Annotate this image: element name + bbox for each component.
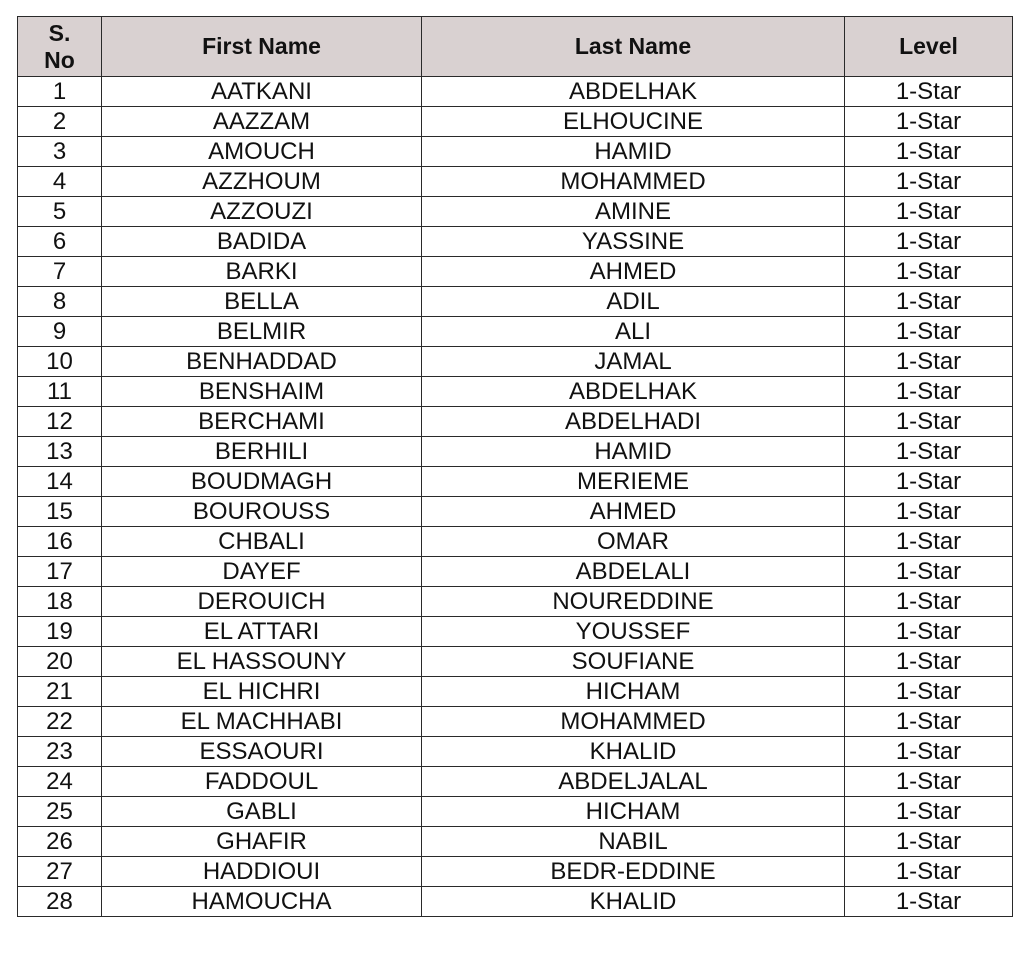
- cell-first-name: DAYEF: [102, 557, 422, 587]
- table-row: [18, 797, 1013, 827]
- cell-sno: 22: [18, 707, 102, 737]
- cell-first-name: AMOUCH: [102, 137, 422, 167]
- cell-first-name: BERHILI: [102, 437, 422, 467]
- cell-first-name: AATKANI: [102, 77, 422, 107]
- table-row: [18, 167, 1013, 197]
- cell-last-name: HAMID: [422, 437, 845, 467]
- table-row: [18, 407, 1013, 437]
- cell-last-name: NOUREDDINE: [422, 587, 845, 617]
- cell-first-name: EL HICHRI: [102, 677, 422, 707]
- cell-level: 1-Star: [845, 467, 1013, 497]
- cell-sno: 19: [18, 617, 102, 647]
- table-row: [18, 197, 1013, 227]
- cell-sno: 16: [18, 527, 102, 557]
- cell-first-name: HADDIOUI: [102, 857, 422, 887]
- cell-level: 1-Star: [845, 317, 1013, 347]
- cell-last-name: MOHAMMED: [422, 167, 845, 197]
- table-row: [18, 647, 1013, 677]
- cell-last-name: YASSINE: [422, 227, 845, 257]
- table-row: [18, 497, 1013, 527]
- cell-last-name: ABDELHAK: [422, 77, 845, 107]
- cell-last-name: ELHOUCINE: [422, 107, 845, 137]
- cell-sno: 24: [18, 767, 102, 797]
- cell-last-name: ADIL: [422, 287, 845, 317]
- cell-level: 1-Star: [845, 287, 1013, 317]
- cell-last-name: JAMAL: [422, 347, 845, 377]
- cell-first-name: GABLI: [102, 797, 422, 827]
- cell-first-name: ESSAOURI: [102, 737, 422, 767]
- cell-first-name: AZZHOUM: [102, 167, 422, 197]
- cell-last-name: AHMED: [422, 497, 845, 527]
- cell-last-name: KHALID: [422, 887, 845, 917]
- cell-first-name: GHAFIR: [102, 827, 422, 857]
- cell-level: 1-Star: [845, 77, 1013, 107]
- header-sno: [18, 17, 102, 77]
- cell-sno: 8: [18, 287, 102, 317]
- cell-level: 1-Star: [845, 737, 1013, 767]
- cell-level: 1-Star: [845, 527, 1013, 557]
- cell-level: 1-Star: [845, 377, 1013, 407]
- cell-level: 1-Star: [845, 107, 1013, 137]
- cell-level: 1-Star: [845, 797, 1013, 827]
- table-row: [18, 137, 1013, 167]
- table-row: [18, 677, 1013, 707]
- table-header: [18, 17, 1013, 77]
- cell-last-name: HAMID: [422, 137, 845, 167]
- table-row: [18, 437, 1013, 467]
- header-sno-line1: S.: [48, 19, 71, 46]
- cell-first-name: CHBALI: [102, 527, 422, 557]
- cell-sno: 4: [18, 167, 102, 197]
- cell-last-name: OMAR: [422, 527, 845, 557]
- header-level: Level: [845, 17, 1013, 77]
- table-row: [18, 587, 1013, 617]
- table-row: [18, 857, 1013, 887]
- cell-first-name: HAMOUCHA: [102, 887, 422, 917]
- cell-last-name: ALI: [422, 317, 845, 347]
- cell-level: 1-Star: [845, 707, 1013, 737]
- header-row: [18, 17, 1013, 77]
- cell-level: 1-Star: [845, 887, 1013, 917]
- cell-sno: 14: [18, 467, 102, 497]
- cell-sno: 17: [18, 557, 102, 587]
- cell-sno: 13: [18, 437, 102, 467]
- cell-level: 1-Star: [845, 767, 1013, 797]
- cell-level: 1-Star: [845, 587, 1013, 617]
- cell-sno: 15: [18, 497, 102, 527]
- cell-first-name: EL ATTARI: [102, 617, 422, 647]
- table-row: [18, 887, 1013, 917]
- table-row: [18, 347, 1013, 377]
- cell-first-name: FADDOUL: [102, 767, 422, 797]
- cell-first-name: BELMIR: [102, 317, 422, 347]
- table-row: [18, 617, 1013, 647]
- cell-last-name: MERIEME: [422, 467, 845, 497]
- table-row: [18, 257, 1013, 287]
- cell-level: 1-Star: [845, 257, 1013, 287]
- cell-level: 1-Star: [845, 857, 1013, 887]
- cell-last-name: BEDR-EDDINE: [422, 857, 845, 887]
- cell-last-name: YOUSSEF: [422, 617, 845, 647]
- cell-last-name: AHMED: [422, 257, 845, 287]
- cell-first-name: AAZZAM: [102, 107, 422, 137]
- cell-level: 1-Star: [845, 617, 1013, 647]
- cell-sno: 28: [18, 887, 102, 917]
- cell-level: 1-Star: [845, 497, 1013, 527]
- cell-level: 1-Star: [845, 827, 1013, 857]
- cell-first-name: BOUROUSS: [102, 497, 422, 527]
- cell-last-name: ABDELHAK: [422, 377, 845, 407]
- cell-first-name: DEROUICH: [102, 587, 422, 617]
- cell-sno: 7: [18, 257, 102, 287]
- cell-last-name: NABIL: [422, 827, 845, 857]
- cell-sno: 12: [18, 407, 102, 437]
- cell-last-name: MOHAMMED: [422, 707, 845, 737]
- roster-table: [17, 16, 1013, 917]
- header-sno-line2: No: [44, 46, 75, 73]
- table-row: [18, 527, 1013, 557]
- cell-first-name: BELLA: [102, 287, 422, 317]
- table-row: [18, 287, 1013, 317]
- cell-level: 1-Star: [845, 557, 1013, 587]
- table-row: [18, 827, 1013, 857]
- table-row: [18, 467, 1013, 497]
- cell-level: 1-Star: [845, 437, 1013, 467]
- cell-first-name: BENSHAIM: [102, 377, 422, 407]
- cell-sno: 5: [18, 197, 102, 227]
- cell-sno: 23: [18, 737, 102, 767]
- cell-sno: 18: [18, 587, 102, 617]
- cell-first-name: AZZOUZI: [102, 197, 422, 227]
- cell-first-name: EL HASSOUNY: [102, 647, 422, 677]
- cell-sno: 1: [18, 77, 102, 107]
- table-row: [18, 77, 1013, 107]
- cell-first-name: EL MACHHABI: [102, 707, 422, 737]
- cell-first-name: BERCHAMI: [102, 407, 422, 437]
- table-row: [18, 737, 1013, 767]
- table-row: [18, 767, 1013, 797]
- cell-first-name: BARKI: [102, 257, 422, 287]
- cell-first-name: BADIDA: [102, 227, 422, 257]
- cell-level: 1-Star: [845, 197, 1013, 227]
- cell-sno: 20: [18, 647, 102, 677]
- cell-sno: 9: [18, 317, 102, 347]
- cell-last-name: HICHAM: [422, 797, 845, 827]
- cell-level: 1-Star: [845, 227, 1013, 257]
- cell-first-name: BOUDMAGH: [102, 467, 422, 497]
- cell-sno: 26: [18, 827, 102, 857]
- cell-sno: 6: [18, 227, 102, 257]
- cell-sno: 27: [18, 857, 102, 887]
- table-row: [18, 557, 1013, 587]
- cell-last-name: AMINE: [422, 197, 845, 227]
- table-row: [18, 377, 1013, 407]
- table-row: [18, 317, 1013, 347]
- header-last-name: Last Name: [422, 17, 845, 77]
- cell-sno: 11: [18, 377, 102, 407]
- cell-level: 1-Star: [845, 407, 1013, 437]
- cell-first-name: BENHADDAD: [102, 347, 422, 377]
- cell-last-name: ABDELALI: [422, 557, 845, 587]
- cell-last-name: SOUFIANE: [422, 647, 845, 677]
- table-body: [18, 77, 1013, 917]
- cell-last-name: KHALID: [422, 737, 845, 767]
- table-row: [18, 707, 1013, 737]
- cell-level: 1-Star: [845, 137, 1013, 167]
- cell-sno: 25: [18, 797, 102, 827]
- table-row: [18, 107, 1013, 137]
- cell-last-name: ABDELJALAL: [422, 767, 845, 797]
- header-first-name: First Name: [102, 17, 422, 77]
- cell-level: 1-Star: [845, 647, 1013, 677]
- cell-last-name: ABDELHADI: [422, 407, 845, 437]
- cell-sno: 3: [18, 137, 102, 167]
- cell-level: 1-Star: [845, 677, 1013, 707]
- cell-sno: 21: [18, 677, 102, 707]
- cell-sno: 10: [18, 347, 102, 377]
- cell-level: 1-Star: [845, 347, 1013, 377]
- cell-last-name: HICHAM: [422, 677, 845, 707]
- cell-sno: 2: [18, 107, 102, 137]
- table-row: [18, 227, 1013, 257]
- cell-level: 1-Star: [845, 167, 1013, 197]
